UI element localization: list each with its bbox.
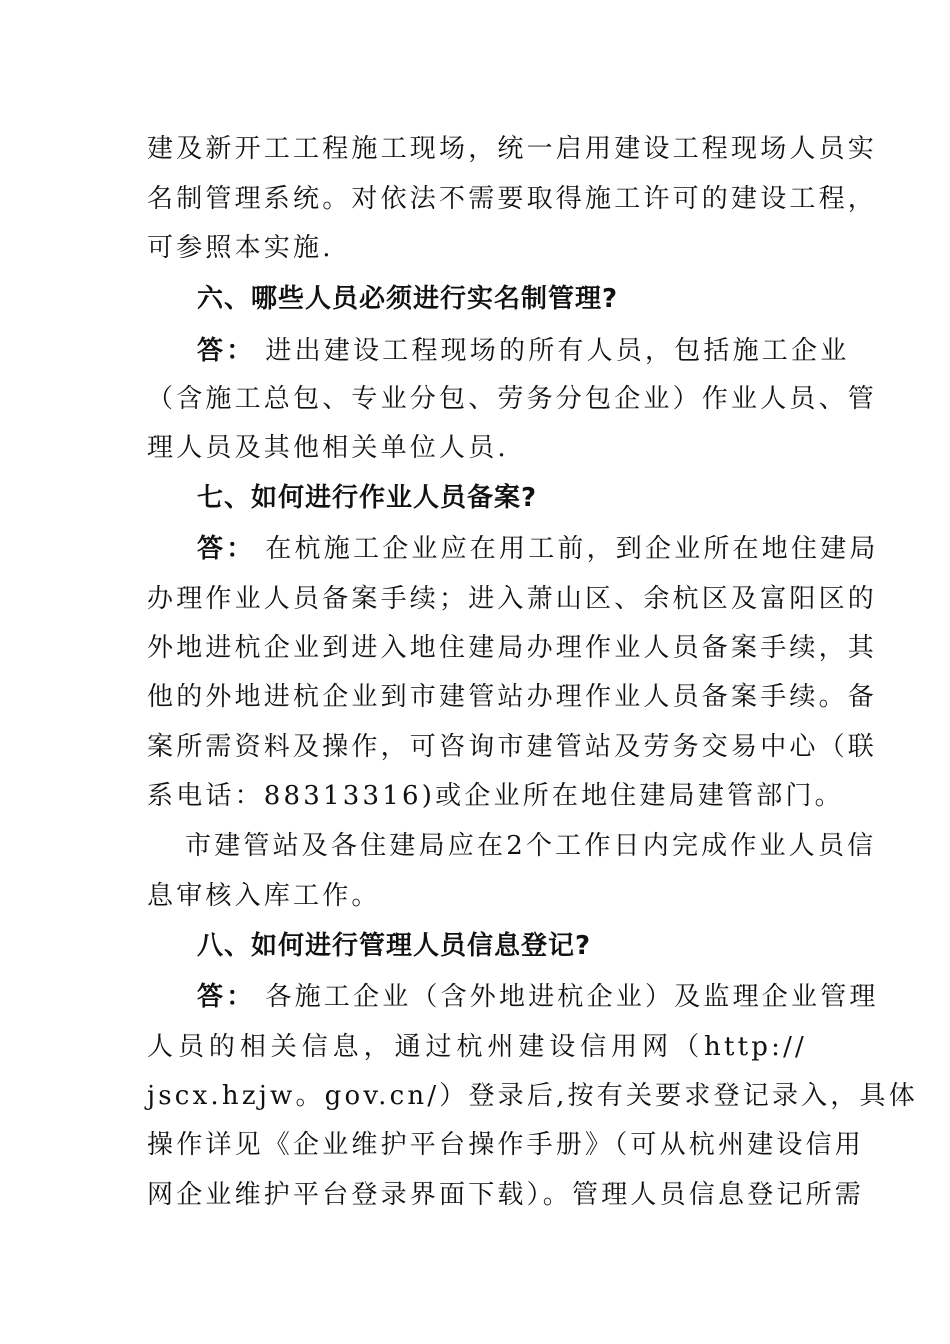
text-line: 操作详见《企业维护平台操作手册》（可从杭州建设信用 bbox=[147, 1130, 865, 1160]
text-line: 外地进杭企业到进入地住建局办理作业人员备案手续，其 bbox=[147, 633, 878, 663]
text-line: 可参照本实施. bbox=[147, 233, 334, 263]
section-heading: 七、如何进行作业人员备案? bbox=[197, 483, 538, 513]
text-line: 系电话：88313316)或企业所在地住建局建管部门。 bbox=[147, 781, 844, 811]
text-line: 建及新开工工程施工现场，统一启用建设工程现场人员实 bbox=[147, 134, 878, 164]
text-line: 办理作业人员备案手续；进入萧山区、余杭区及富阳区的 bbox=[147, 584, 878, 614]
answer-label: 答： bbox=[197, 336, 256, 366]
answer-text: 在杭施工企业应在用工前，到企业所在地住建局 bbox=[265, 534, 879, 564]
answer-first-line bbox=[197, 334, 850, 368]
answer-text: 进出建设工程现场的所有人员，包括施工企业 bbox=[265, 336, 850, 366]
answer-text: 各施工企业（含外地进杭企业）及监理企业管理 bbox=[265, 982, 879, 1012]
text-line: 理人员及其他相关单位人员. bbox=[147, 433, 509, 463]
text-line: 名制管理系统。对依法不需要取得施工许可的建设工程， bbox=[147, 184, 878, 214]
answer-first-line bbox=[197, 532, 879, 566]
text-line: jscx.hzjw。gov.cn/）登录后,按有关要求登记录入，具体 bbox=[147, 1081, 918, 1111]
text-line: （含施工总包、专业分包、劳务分包企业）作业人员、管 bbox=[147, 384, 878, 414]
answer-label: 答： bbox=[197, 534, 256, 564]
answer-label: 答： bbox=[197, 982, 256, 1012]
text-line: 人员的相关信息，通过杭州建设信用网（http:// bbox=[147, 1032, 807, 1062]
text-line: 息审核入库工作。 bbox=[147, 881, 381, 911]
text-line: 市建管站及各住建局应在2个工作日内完成作业人员信 bbox=[185, 831, 877, 861]
text-line: 他的外地进杭企业到市建管站办理作业人员备案手续。备 bbox=[147, 682, 878, 712]
answer-first-line bbox=[197, 980, 879, 1014]
section-heading: 六、哪些人员必须进行实名制管理? bbox=[197, 284, 619, 314]
section-heading: 八、如何进行管理人员信息登记? bbox=[197, 931, 592, 961]
text-line: 案所需资料及操作，可咨询市建管站及劳务交易中心（联 bbox=[147, 732, 878, 762]
text-line: 网企业维护平台登录界面下载）。管理人员信息登记所需 bbox=[147, 1180, 865, 1210]
